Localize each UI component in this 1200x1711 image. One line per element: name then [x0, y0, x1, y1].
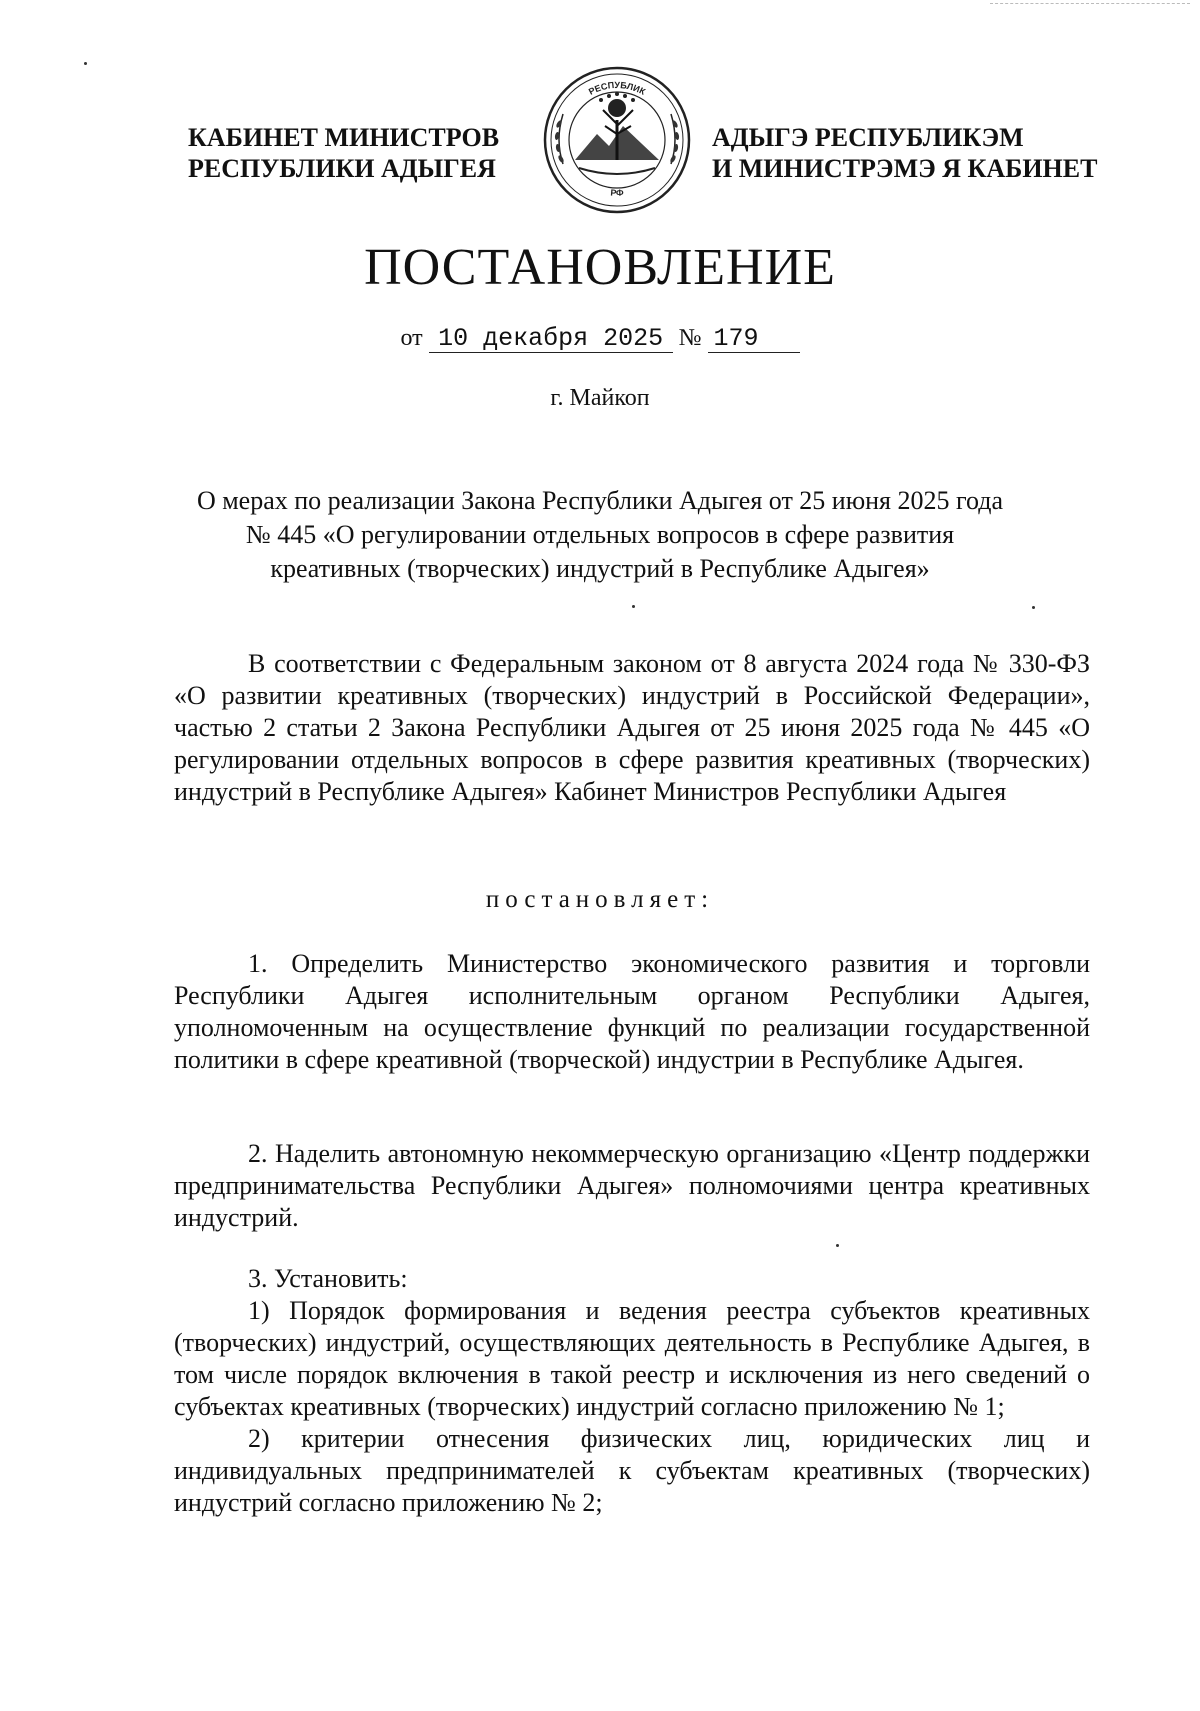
scan-speck [84, 62, 87, 65]
item-3-block [174, 1263, 1090, 1519]
date-number-line [0, 325, 1200, 353]
document-title: ПОСТАНОВЛЕНИЕ [364, 239, 836, 296]
item-1-text: 1. Определить Министерство экономического развития и торговли Республики Адыгея исполнительным органом Республики Адыгея, уполномоченным на осуществление функций по реализации государственной политики в сфере креативной (творческой) индустрии в Республике Адыгея. [174, 949, 1090, 1074]
scan-speck [836, 1244, 839, 1247]
subject-line1: О мерах по реализации Закона Республики Адыгея от 25 июня 2025 года [196, 486, 1004, 515]
preamble-paragraph [174, 648, 1090, 808]
decree-word: постановляет: [485, 886, 715, 913]
document-city: г. Майкоп [550, 385, 650, 411]
header-right-line1: АДЫГЭ РЕСПУБЛИКЭМ [712, 123, 1024, 152]
item-2-paragraph [174, 1138, 1090, 1234]
preamble-text: В соответствии с Федеральным законом от 8 августа 2024 года № 330-ФЗ «О развитии креативных (творческих) индустрий в Российской Федерации», частью 2 статьи 2 Закона Республики Адыгея от 25 июня 2025 года № 445 «О регулировании отдельных вопросов в сфере развития креативных (творческих) индустрий в Республике Адыгея» Кабинет Министров Республики Адыгея [174, 649, 1090, 806]
header-left [188, 122, 499, 184]
date-prefix: от [400, 325, 423, 351]
document-date: 10 декабря 2025 [429, 326, 673, 353]
adygea-emblem [541, 64, 693, 216]
header-right-line2: И МИНИСТРЭМЭ Я КАБИНЕТ [712, 154, 1098, 183]
item-3-sub1-text: 1) Порядок формирования и ведения реестра субъектов креативных (творческих) индустрий, осуществляющих деятельность в Республике Адыгея, в том числе порядок включения в такой реестр и исключения из него сведений о субъектах креативных (творческих) индустрий согласно приложению № 1; [174, 1296, 1090, 1421]
scan-edge-line [990, 3, 1190, 4]
document-subject [150, 484, 1050, 586]
emblem-text-top: РЕСПУБЛИК [587, 79, 648, 97]
header-left-line2: РЕСПУБЛИКИ АДЫГЕЯ [188, 154, 496, 183]
item-3-sub2-text: 2) критерии отнесения физических лиц, юридических лиц и индивидуальных предпринимателей к субъектам креативных (творческих) индустрий согласно приложению № 2; [174, 1424, 1090, 1517]
emblem-text-bottom: РФ [610, 187, 624, 199]
document-number: 179 [708, 326, 800, 353]
scan-speck [1032, 606, 1035, 609]
subject-line2: № 445 «О регулировании отдельных вопросов в сфере развития [245, 520, 955, 549]
scan-speck [632, 605, 635, 608]
subject-line3: креативных (творческих) индустрий в Республике Адыгея» [270, 554, 930, 583]
item-2-text: 2. Наделить автономную некоммерческую организацию «Центр поддержки предпринимательства Республики Адыгея» полномочиями центра креативных индустрий. [174, 1139, 1090, 1232]
number-prefix: № [678, 325, 702, 351]
header-right [712, 122, 1097, 184]
item-3-heading: 3. Установить: [248, 1264, 408, 1293]
header-left-line1: КАБИНЕТ МИНИСТРОВ [188, 123, 500, 152]
item-1-paragraph [174, 948, 1090, 1076]
